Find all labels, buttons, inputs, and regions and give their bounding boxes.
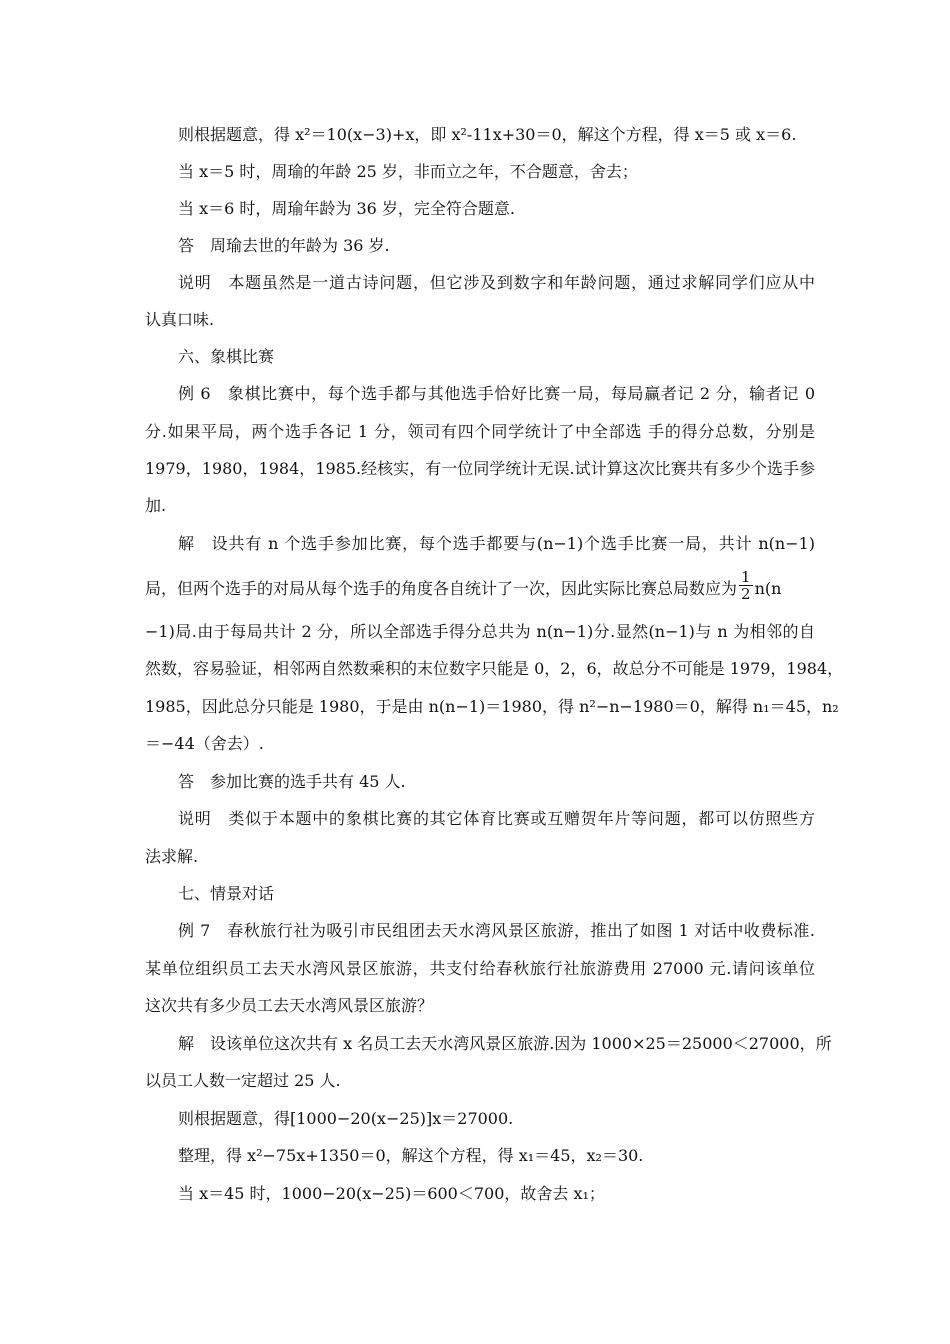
text-line: 法求解. bbox=[145, 847, 199, 866]
text-line: ＝−44（舍去）. bbox=[145, 734, 264, 753]
text-line: 加. bbox=[145, 496, 167, 515]
text-line: 例 7 春秋旅行社为吸引市民组团去天水湾风景区旅游，推出了如图 1 对话中收费标准. bbox=[178, 921, 815, 940]
text-line: −1)局.由于每局共计 2 分，所以全部选手得分总共为 n(n−1)分.显然(n−1)与 n 为相邻的自 bbox=[145, 622, 815, 641]
section-heading: 六、象棋比赛 bbox=[178, 347, 275, 366]
text-line: 然数，容易验证，相邻两自然数乘积的末位数字只能是 0，2，6，故总分不可能是 1979，1984， bbox=[145, 659, 844, 678]
fraction-line-before: 局，但两个选手的对局从每个选手的角度各自统计了一次，因此实际比赛总局数应为 bbox=[145, 579, 738, 598]
fraction-line-after: n(n bbox=[754, 579, 782, 598]
fraction-denominator: 2 bbox=[741, 585, 751, 603]
text-line: 认真口味. bbox=[145, 310, 215, 329]
text-line: 则根据题意，得[1000−20(x−25)]x＝27000. bbox=[178, 1109, 514, 1128]
text-line-with-fraction bbox=[145, 568, 815, 606]
text-line: 说明 类似于本题中的象棋比赛的其它体育比赛或互赠贺年片等问题，都可以仿照些方 bbox=[178, 809, 815, 828]
text-line: 解 设共有 n 个选手参加比赛，每个选手都要与(n−1)个选手比赛一局，共计 n(n−1) bbox=[178, 534, 815, 553]
section-heading: 七、情景对话 bbox=[178, 884, 275, 903]
text-line: 某单位组织员工去天水湾风景区旅游，共支付给春秋旅行社旅游费用 27000 元.请问该单位 bbox=[145, 959, 815, 978]
text-line: 这次共有多少员工去天水湾风景区旅游？ bbox=[145, 996, 434, 1015]
text-line: 答 周瑜去世的年龄为 36 岁. bbox=[178, 236, 390, 255]
fraction bbox=[739, 569, 753, 602]
text-line: 答 参加比赛的选手共有 45 人. bbox=[178, 772, 406, 791]
text-line: 1979，1980，1984，1985.经核实，有一位同学统计无误.试计算这次比赛共有多少个选手参 bbox=[145, 459, 815, 478]
text-line: 当 x＝6 时，周瑜年龄为 36 岁，完全符合题意. bbox=[178, 199, 515, 218]
text-line: 1985，因此总分只能是 1980，于是由 n(n−1)＝1980，得 n²−n−1980＝0，解得 n₁＝45，n₂ bbox=[145, 697, 839, 716]
text-line: 分.如果平局，两个选手各记 1 分，领司有四个同学统计了中全部选 手的得分总数，分别是 bbox=[145, 422, 815, 441]
text-line: 解 设该单位这次共有 x 名员工去天水湾风景区旅游.因为 1000×25＝25000＜27000，所 bbox=[178, 1034, 832, 1053]
text-line: 当 x＝45 时，1000−20(x−25)＝600＜700，故舍去 x₁； bbox=[178, 1184, 605, 1203]
text-line: 说明 本题虽然是一道古诗问题，但它涉及到数字和年龄问题，通过求解同学们应从中 bbox=[178, 273, 815, 292]
text-line: 当 x＝5 时，周瑜的年龄 25 岁，非而立之年，不合题意，舍去； bbox=[178, 162, 638, 181]
text-line: 例 6 象棋比赛中，每个选手都与其他选手恰好比赛一局，每局赢者记 2 分，输者记 0 bbox=[178, 384, 815, 403]
text-line: 以员工人数一定超过 25 人. bbox=[145, 1071, 341, 1090]
text-line: 则根据题意，得 x²＝10(x−3)+x，即 x²-11x+30＝0，解这个方程，得 x＝5 或 x＝6. bbox=[178, 125, 797, 144]
fraction-numerator: 1 bbox=[741, 568, 751, 586]
text-line: 整理，得 x²−75x+1350＝0，解这个方程，得 x₁＝45，x₂＝30. bbox=[178, 1146, 644, 1165]
